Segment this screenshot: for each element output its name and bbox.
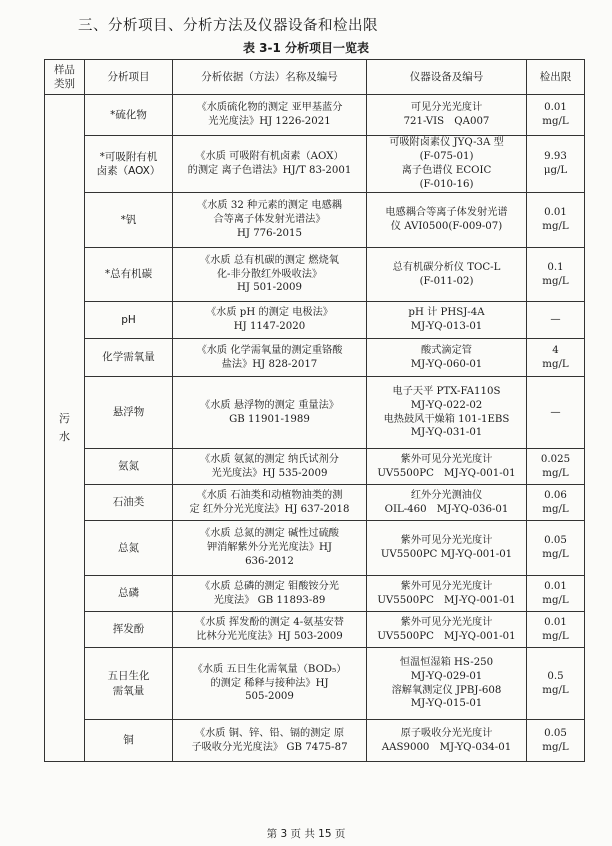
analysis-item-cell xyxy=(85,136,173,193)
instrument-cell-line: MJ-YQ-029-01 xyxy=(410,670,483,682)
analysis-item-cell-line: 石油类 xyxy=(112,496,145,509)
instrument-cell-line: UV5500PC MJ-YQ-001-01 xyxy=(377,467,516,479)
analysis-item-cell xyxy=(85,339,173,377)
detection-limit-cell-line: 0.01 xyxy=(544,580,567,592)
method-cell-line: 《水质硫化物的测定 亚甲基蓝分 xyxy=(196,102,343,114)
method-cell-line: 《水质 总氮的测定 碱性过硫酸 xyxy=(200,528,339,540)
instrument-cell-line: MJ-YQ-060-01 xyxy=(410,358,483,370)
detection-limit-cell-line: 0.06 xyxy=(544,489,567,501)
instrument-cell xyxy=(367,248,527,302)
table-row xyxy=(45,193,585,248)
method-cell-line: GB 11901-1989 xyxy=(229,413,310,425)
method-cell-line: 化-非分散红外吸收法》 xyxy=(216,268,323,280)
method-cell-line: 合等离子体发射光谱法》 xyxy=(213,214,326,226)
detection-limit-cell-line: mg/L xyxy=(542,741,569,753)
method-cell xyxy=(173,339,367,377)
detection-limit-cell xyxy=(527,193,585,248)
method-cell-line: 《水质 石油类和动植物油类的测 xyxy=(196,489,343,501)
instrument-cell xyxy=(367,302,527,339)
instrument-cell-line: 原子吸收分光光度计 xyxy=(400,727,493,739)
header-method: 分析依据（方法）名称及编号 xyxy=(173,60,367,95)
method-cell xyxy=(173,136,367,193)
detection-limit-cell xyxy=(527,648,585,720)
detection-limit-cell-line: 0.5 xyxy=(547,670,564,682)
instrument-cell-line: pH 计 PHSJ-4A xyxy=(408,307,485,319)
instrument-cell-line: UV5500PC MJ-YQ-001-01 xyxy=(377,594,516,606)
instrument-cell-line: OIL-460 MJ-YQ-036-01 xyxy=(384,503,509,515)
instrument-cell-line: 紫外可见分光光度计 xyxy=(400,453,493,465)
header-sample-type-line1: 样品 xyxy=(54,63,75,76)
analysis-item-cell xyxy=(85,193,173,248)
analysis-item-cell-line: 氨氮 xyxy=(118,460,139,473)
method-cell-line: 盐法》HJ 828-2017 xyxy=(221,358,318,370)
detection-limit-cell-line: 4 xyxy=(552,344,559,356)
detection-limit-cell-line: mg/L xyxy=(542,275,569,287)
analysis-item-cell-line: *总有机碳 xyxy=(104,268,153,281)
analysis-item-cell xyxy=(85,648,173,720)
method-cell xyxy=(173,720,367,762)
instrument-cell-line: 离子色谱仪 ECOIC xyxy=(401,165,492,176)
instrument-cell xyxy=(367,485,527,521)
method-cell-line: 《水质 悬浮物的测定 重量法》 xyxy=(200,399,339,411)
detection-limit-cell-line: mg/L xyxy=(542,358,569,370)
method-cell-line: 的测定 离子色谱法》HJ/T 83-2001 xyxy=(187,165,352,176)
table-row xyxy=(45,248,585,302)
detection-limit-cell-line: μg/L xyxy=(543,165,568,176)
analysis-item-cell xyxy=(85,449,173,485)
header-sample-type xyxy=(45,60,85,95)
analysis-item-cell xyxy=(85,720,173,762)
analysis-item-cell xyxy=(85,95,173,136)
instrument-cell-line: 紫外可见分光光度计 xyxy=(400,535,493,547)
table-row xyxy=(45,521,585,576)
instrument-cell xyxy=(367,136,527,193)
instrument-cell-line: 总有机碳分析仪 TOC-L xyxy=(392,261,501,273)
table-row xyxy=(45,576,585,612)
sample-category-cell xyxy=(45,95,85,762)
analysis-item-cell-line: 铜 xyxy=(123,734,134,747)
header-instrument: 仪器设备及编号 xyxy=(367,60,527,95)
analysis-item-cell xyxy=(85,248,173,302)
instrument-cell-line: 电感耦合等离子体发射光谱 xyxy=(385,207,508,219)
instrument-cell-line: 可吸附卤素仪 JYQ-3A 型 xyxy=(389,137,504,149)
method-cell-line: 505-2009 xyxy=(245,691,294,703)
method-cell-line: 光光度法》HJ 1226-2021 xyxy=(208,116,331,127)
method-cell-line: HJ 1147-2020 xyxy=(233,321,306,332)
table-row xyxy=(45,612,585,648)
instrument-cell-line: 仪 AVI0500(F-009-07) xyxy=(390,221,503,232)
analysis-item-cell-line: 总磷 xyxy=(118,587,139,600)
method-cell xyxy=(173,612,367,648)
analysis-item-cell xyxy=(85,612,173,648)
instrument-cell xyxy=(367,521,527,576)
instrument-cell xyxy=(367,576,527,612)
table-row xyxy=(45,136,585,193)
analysis-item-cell-line: pH xyxy=(121,313,136,326)
table-row xyxy=(45,720,585,762)
method-cell-line: HJ 501-2009 xyxy=(236,282,303,294)
analysis-item-cell-line: 总氮 xyxy=(118,541,139,554)
method-cell-line: 《水质 氨氮的测定 纳氏试剂分 xyxy=(200,453,339,465)
detection-limit-cell xyxy=(527,302,585,339)
detection-limit-cell xyxy=(527,339,585,377)
method-cell-line: 《水质 挥发酚的测定 4-氨基安替 xyxy=(195,616,344,628)
instrument-cell-line: UV5500PC MJ-YQ-001-01 xyxy=(377,630,516,642)
table-row xyxy=(45,302,585,339)
page-footer: 第 3 页 共 15 页 xyxy=(266,828,346,840)
instrument-cell-line: UV5500PC MJ-YQ-001-01 xyxy=(380,549,513,560)
instrument-cell-line: MJ-YQ-015-01 xyxy=(410,698,483,710)
method-cell xyxy=(173,576,367,612)
instrument-cell-line: 酸式滴定管 xyxy=(421,344,472,356)
analysis-item-cell xyxy=(85,485,173,521)
table-row xyxy=(45,485,585,521)
method-cell-line: 的测定 稀释与接种法》HJ xyxy=(210,677,329,689)
method-cell xyxy=(173,302,367,339)
table-title: 表 3-1 分析项目一览表 xyxy=(242,41,370,55)
instrument-cell-line: 恒温恒湿箱 HS-250 xyxy=(399,656,494,668)
detection-limit-cell xyxy=(527,95,585,136)
header-item: 分析项目 xyxy=(85,60,173,95)
instrument-cell xyxy=(367,612,527,648)
instrument-cell-line: 电热鼓风干燥箱 101-1EBS xyxy=(383,413,510,425)
detection-limit-cell xyxy=(527,521,585,576)
method-cell-line: 636-2012 xyxy=(245,555,294,567)
table-row xyxy=(45,449,585,485)
table-row xyxy=(45,95,585,136)
header-limit: 检出限 xyxy=(527,60,585,95)
detection-limit-cell-line: mg/L xyxy=(542,549,569,560)
table-body xyxy=(45,95,585,762)
method-cell xyxy=(173,485,367,521)
table-header-row xyxy=(45,60,585,95)
detection-limit-cell-line: — xyxy=(550,406,561,418)
detection-limit-cell xyxy=(527,377,585,449)
instrument-cell xyxy=(367,339,527,377)
table-row xyxy=(45,377,585,449)
analysis-item-cell-line: *钒 xyxy=(120,213,137,226)
method-cell-line: 定 红外分光光度法》HJ 637-2018 xyxy=(189,503,350,515)
method-cell-line: 钾消解紫外分光光度法》HJ xyxy=(206,542,333,554)
method-cell-line: 《水质 pH 的测定 电极法》 xyxy=(206,307,333,319)
method-cell xyxy=(173,95,367,136)
detection-limit-cell-line: mg/L xyxy=(542,116,569,127)
method-cell-line: 《水质 可吸附有机卤素（AOX） xyxy=(195,151,344,163)
instrument-cell-line: 电子天平 PTX-FA110S xyxy=(392,385,501,397)
method-cell-line: 光光度法》HJ 535-2009 xyxy=(211,467,328,479)
instrument-cell-line: (F-011-02) xyxy=(419,275,474,287)
instrument-cell-line: 紫外可见分光光度计 xyxy=(400,616,493,628)
detection-limit-cell-line: 0.1 xyxy=(547,261,564,273)
detection-limit-cell xyxy=(527,485,585,521)
detection-limit-cell-line: mg/L xyxy=(542,467,569,479)
instrument-cell-line: 紫外可见分光光度计 xyxy=(400,580,493,592)
instrument-cell-line: (F-075-01) xyxy=(419,151,474,163)
detection-limit-cell-line: 0.05 xyxy=(544,535,567,547)
method-cell xyxy=(173,248,367,302)
analysis-item-cell-line: 需氧量 xyxy=(112,684,145,697)
detection-limit-cell-line: mg/L xyxy=(542,221,569,232)
detection-limit-cell xyxy=(527,612,585,648)
instrument-cell-line: MJ-YQ-031-01 xyxy=(410,427,483,439)
analysis-item-cell xyxy=(85,302,173,339)
detection-limit-cell xyxy=(527,449,585,485)
analysis-item-cell-line: 悬浮物 xyxy=(112,406,145,419)
instrument-cell xyxy=(367,449,527,485)
method-cell-line: 子吸收分光光度法》 GB 7475-87 xyxy=(191,741,348,753)
analysis-items-table xyxy=(44,59,585,762)
method-cell xyxy=(173,377,367,449)
method-cell-line: 《水质 化学需氧量的测定重铬酸 xyxy=(196,344,343,356)
instrument-cell xyxy=(367,377,527,449)
instrument-cell-line: MJ-YQ-013-01 xyxy=(410,321,483,332)
analysis-item-cell-line: *可吸附有机 xyxy=(99,150,158,163)
detection-limit-cell-line: mg/L xyxy=(542,503,569,515)
analysis-item-cell xyxy=(85,377,173,449)
detection-limit-cell-line: 9.93 xyxy=(544,151,567,163)
analysis-item-cell-line: 卤素（AOX） xyxy=(96,165,161,177)
instrument-cell-line: 溶解氧测定仪 JPBJ-608 xyxy=(391,684,502,696)
instrument-cell xyxy=(367,648,527,720)
analysis-item-cell-line: 五日生化 xyxy=(107,670,150,683)
analysis-item-cell xyxy=(85,576,173,612)
method-cell-line: HJ 776-2015 xyxy=(236,227,303,239)
detection-limit-cell-line: — xyxy=(550,314,561,326)
header-sample-type-line2: 类别 xyxy=(54,78,75,90)
method-cell-line: 《水质 32 种元素的测定 电感耦 xyxy=(197,200,342,212)
sample-category-char: 水 xyxy=(59,430,70,443)
detection-limit-cell xyxy=(527,720,585,762)
detection-limit-cell-line: mg/L xyxy=(542,684,569,696)
instrument-cell-line: AAS9000 MJ-YQ-034-01 xyxy=(381,741,512,753)
analysis-item-cell xyxy=(85,521,173,576)
instrument-cell-line: 可见分光光度计 xyxy=(410,102,483,114)
method-cell-line: 《水质 铜、锌、铅、镉的测定 原 xyxy=(194,727,345,739)
detection-limit-cell-line: 0.025 xyxy=(540,453,571,465)
instrument-cell xyxy=(367,193,527,248)
detection-limit-cell-line: mg/L xyxy=(542,630,569,642)
instrument-cell-line: 红外分光测油仪 xyxy=(410,489,483,501)
detection-limit-cell xyxy=(527,136,585,193)
detection-limit-cell-line: 0.05 xyxy=(544,727,567,739)
instrument-cell xyxy=(367,95,527,136)
section-title: 三、分析项目、分析方法及仪器设备和检出限 xyxy=(78,18,378,34)
analysis-item-cell-line: 挥发酚 xyxy=(112,623,145,636)
analysis-item-cell-line: *硫化物 xyxy=(110,108,147,121)
detection-limit-cell-line: 0.01 xyxy=(544,102,567,114)
detection-limit-cell-line: mg/L xyxy=(542,594,569,606)
table-row xyxy=(45,648,585,720)
method-cell-line: 《水质 总有机碳的测定 燃烧氧 xyxy=(200,254,339,266)
instrument-cell-line: MJ-YQ-022-02 xyxy=(410,399,483,411)
method-cell-line: 光度法》 GB 11893-89 xyxy=(213,594,326,606)
analysis-item-cell-line: 化学需氧量 xyxy=(102,351,155,364)
method-cell xyxy=(173,449,367,485)
method-cell-line: 《水质 总磷的测定 钼酸铵分光 xyxy=(200,580,339,592)
method-cell xyxy=(173,521,367,576)
sample-category-char: 污 xyxy=(59,412,70,426)
method-cell xyxy=(173,193,367,248)
detection-limit-cell xyxy=(527,576,585,612)
detection-limit-cell xyxy=(527,248,585,302)
method-cell-line: 比林分光光度法》HJ 503-2009 xyxy=(196,630,343,642)
method-cell-line: 《水质 五日生化需氧量（BOD₅） xyxy=(192,663,347,675)
table-row xyxy=(45,339,585,377)
instrument-cell-line: (F-010-16) xyxy=(419,178,474,190)
instrument-cell-line: 721-VIS QA007 xyxy=(403,116,490,127)
detection-limit-cell-line: 0.01 xyxy=(544,616,567,628)
instrument-cell xyxy=(367,720,527,762)
detection-limit-cell-line: 0.01 xyxy=(544,207,567,219)
method-cell xyxy=(173,648,367,720)
